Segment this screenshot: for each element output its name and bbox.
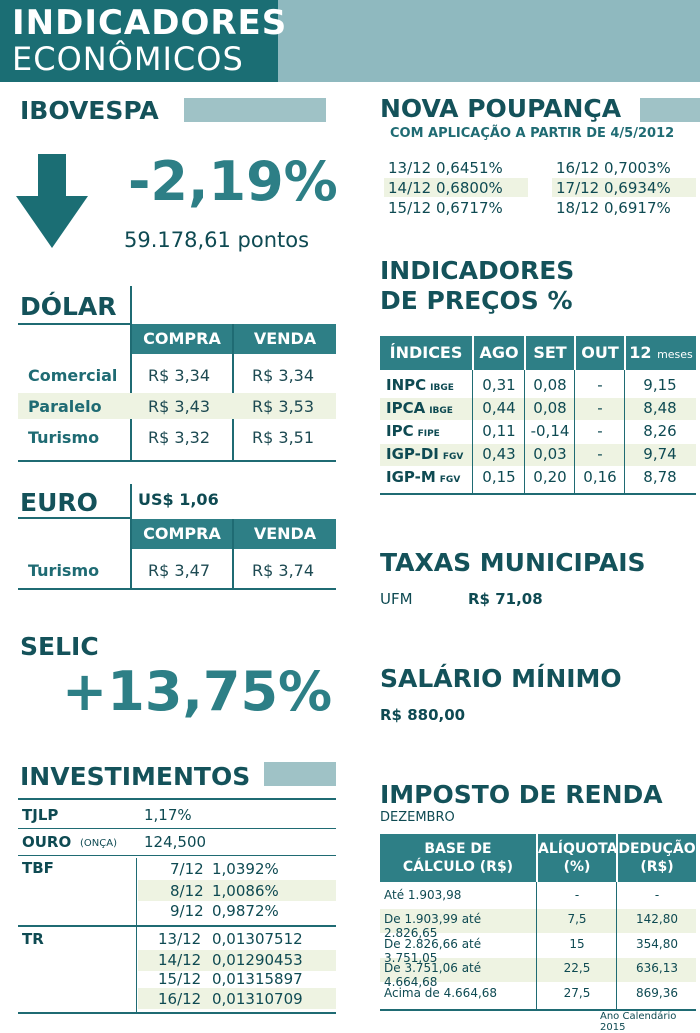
ir-col-base <box>380 834 536 882</box>
tbf-value: 1,0392% <box>212 860 279 878</box>
ir-col-aliquota-line1: ALÍQUOTA <box>538 841 618 857</box>
precos-col-indices: ÍNDICES <box>380 336 472 370</box>
ir-row-aliquota: 22,5 <box>563 961 591 975</box>
selic-value: +13,75% <box>62 660 333 723</box>
ir-footnote: Ano Calendário 2015 <box>600 1011 677 1033</box>
precos-row-set: 0,08 <box>533 399 567 417</box>
ir-row-base: De 3.751,06 até 4.664,68 <box>384 961 482 989</box>
dolar-row-sell: R$ 3,53 <box>252 397 315 416</box>
tr-date: 15/12 <box>158 970 202 988</box>
poupanca-subtitle: COM APLICAÇÃO A PARTIR DE 4/5/2012 <box>390 126 675 141</box>
ouro-label: OURO <box>22 833 72 851</box>
poupanca-value: 0,6800% <box>436 179 503 197</box>
ir-col-aliquota <box>538 834 616 882</box>
poupanca-value: 0,6451% <box>436 159 503 177</box>
ibovespa-change: -2,19% <box>128 150 338 213</box>
precos-row-set: 0,08 <box>533 376 567 394</box>
precos-row-out: 0,16 <box>583 468 617 486</box>
precos-row-ago: 0,43 <box>482 445 516 463</box>
taxas-title: TAXAS MUNICIPAIS <box>380 548 646 577</box>
precos-row-source: FGV <box>442 452 464 462</box>
euro-title-underline <box>18 517 130 519</box>
precos-col-12m <box>626 336 696 370</box>
precos-row-name <box>386 422 440 440</box>
ibovespa-title: IBOVESPA <box>20 96 159 125</box>
euro-usd: US$ 1,06 <box>138 490 219 509</box>
tjlp-value: 1,17% <box>144 806 192 824</box>
precos-row-12m: 8,78 <box>643 468 677 486</box>
ir-col-base-line1: BASE DE <box>424 841 492 857</box>
ufm-value: R$ 71,08 <box>468 590 543 608</box>
ir-row-aliquota: 27,5 <box>563 986 591 1000</box>
precos-row-index: IGP-DI <box>386 445 439 463</box>
dolar-col-buy: COMPRA <box>132 324 232 354</box>
poupanca-title-bar <box>640 98 700 122</box>
precos-row-12m: 9,15 <box>643 376 677 394</box>
poupanca-title: NOVA POUPANÇA <box>380 94 622 123</box>
page-header <box>0 0 700 82</box>
dolar-divider <box>130 286 132 462</box>
ir-col-aliquota-line2: (%) <box>563 859 591 875</box>
ibovespa-title-bar <box>184 98 326 122</box>
precos-row-name <box>386 399 453 417</box>
ir-col-deducao-line2: (R$) <box>640 859 674 875</box>
precos-row-set: 0,20 <box>533 468 567 486</box>
euro-row-label: Turismo <box>28 561 100 580</box>
ir-col-deducao <box>618 834 696 882</box>
tbf-label: TBF <box>22 859 54 877</box>
precos-row-12m: 8,48 <box>643 399 677 417</box>
precos-row-out: - <box>597 376 603 394</box>
tbf-value: 1,0086% <box>212 882 279 900</box>
dolar-row-label: Comercial <box>28 366 118 385</box>
invest-line <box>18 925 336 927</box>
precos-row-source: FIPE <box>417 429 440 439</box>
ir-col-line <box>616 882 617 1010</box>
precos-col-line <box>524 370 525 494</box>
precos-row-set: 0,03 <box>533 445 567 463</box>
precos-row-out: - <box>597 422 603 440</box>
precos-row-ago: 0,31 <box>482 376 516 394</box>
ir-row-deducao: 142,80 <box>636 912 678 926</box>
dolar-row-buy: R$ 3,34 <box>148 366 211 385</box>
investimentos-title-bar <box>264 762 336 786</box>
invest-line <box>18 855 336 856</box>
tr-value: 0,01315897 <box>212 970 303 988</box>
precos-row-out: - <box>597 399 603 417</box>
invest-bottom-line <box>18 1012 336 1014</box>
dolar-row-buy: R$ 3,43 <box>148 397 211 416</box>
precos-row-set: -0,14 <box>530 422 570 440</box>
poupanca-value: 0,6934% <box>604 179 671 197</box>
precos-row-index: IPC <box>386 422 414 440</box>
poupanca-date: 17/12 <box>556 179 600 197</box>
dolar-col-sell: VENDA <box>234 324 336 354</box>
poupanca-date: 15/12 <box>388 199 432 217</box>
precos-row-source: IBGE <box>429 406 453 416</box>
invest-line <box>18 828 336 829</box>
tr-value: 0,01310709 <box>212 990 303 1008</box>
header-title-line2: ECONÔMICOS <box>12 40 244 78</box>
precos-row-ago: 0,11 <box>482 422 516 440</box>
euro-col-sell: VENDA <box>234 519 336 549</box>
dolar-row-sell: R$ 3,34 <box>252 366 315 385</box>
precos-row-ago: 0,44 <box>482 399 516 417</box>
euro-bottom-line <box>18 588 336 590</box>
precos-row-index: INPC <box>386 376 427 394</box>
precos-title-line2: DE PREÇOS % <box>380 286 573 315</box>
poupanca-date: 14/12 <box>388 179 432 197</box>
invest-divider <box>136 858 137 1012</box>
euro-col-buy: COMPRA <box>132 519 232 549</box>
precos-col-set: SET <box>526 336 574 370</box>
tbf-date: 7/12 <box>170 860 204 878</box>
precos-row-out: - <box>597 445 603 463</box>
ir-row-base: Acima de 4.664,68 <box>384 986 498 1000</box>
precos-row-name <box>386 468 460 486</box>
euro-title: EURO <box>20 488 98 517</box>
header-title-line1: INDICADORES <box>12 3 288 43</box>
euro-col-divider <box>232 519 234 590</box>
tbf-value: 0,9872% <box>212 902 279 920</box>
selic-title: SELIC <box>20 632 99 661</box>
ir-row-aliquota: 7,5 <box>567 912 587 926</box>
ufm-label: UFM <box>380 590 413 608</box>
precos-title-line1: INDICADORES <box>380 256 575 285</box>
dolar-bottom-line <box>18 460 336 462</box>
dolar-row-label: Turismo <box>28 428 100 447</box>
precos-col-line <box>574 370 575 494</box>
ir-subtitle: DEZEMBRO <box>380 810 455 825</box>
ir-row-aliquota: 15 <box>569 937 585 951</box>
poupanca-value: 0,7003% <box>604 159 671 177</box>
down-arrow-icon <box>16 154 88 248</box>
salario-title: SALÁRIO MÍNIMO <box>380 664 622 693</box>
poupanca-date: 18/12 <box>556 199 600 217</box>
investimentos-title: INVESTIMENTOS <box>20 762 251 791</box>
invest-top-line <box>18 798 336 800</box>
euro-row-buy: R$ 3,47 <box>148 561 211 580</box>
precos-row-ago: 0,15 <box>482 468 516 486</box>
precos-col-line <box>624 370 625 494</box>
ir-col-deducao-line1: DEDUÇÃO <box>618 841 696 857</box>
ir-row-base: Até 1.903,98 <box>384 888 462 902</box>
ir-row-deducao: 636,13 <box>636 961 678 975</box>
poupanca-date: 16/12 <box>556 159 600 177</box>
ir-row-deducao: - <box>654 888 660 902</box>
precos-row-name <box>386 445 463 463</box>
ir-row-deducao: 354,80 <box>636 937 678 951</box>
poupanca-date: 13/12 <box>388 159 432 177</box>
ir-row-base: De 1.903,99 até 2.826,65 <box>384 912 482 940</box>
ir-col-base-line2: CÁLCULO (R$) <box>402 859 514 875</box>
precos-col-line <box>472 370 473 494</box>
precos-col-12m-num: 12 <box>629 343 652 362</box>
ir-col-line <box>536 882 537 1010</box>
ir-row-deducao: 869,36 <box>636 986 678 1000</box>
precos-col-12m-unit: meses <box>657 348 693 361</box>
header-title-box <box>0 0 288 82</box>
ibovespa-points: 59.178,61 pontos <box>124 228 310 252</box>
salario-value: R$ 880,00 <box>380 706 466 724</box>
dolar-row-buy: R$ 3,32 <box>148 428 211 447</box>
tr-value: 0,01307512 <box>212 930 303 948</box>
tr-date: 14/12 <box>158 951 202 969</box>
precos-col-out: OUT <box>576 336 624 370</box>
precos-row-12m: 8,26 <box>643 422 677 440</box>
tr-value: 0,01290453 <box>212 951 303 969</box>
ir-row-aliquota: - <box>574 888 580 902</box>
poupanca-value: 0,6717% <box>436 199 503 217</box>
tjlp-label: TJLP <box>22 806 59 824</box>
ir-row-base: De 2.826,66 até 3.751,05 <box>384 937 482 965</box>
precos-row-source: FGV <box>439 475 461 485</box>
precos-col-ago: AGO <box>474 336 524 370</box>
euro-row-sell: R$ 3,74 <box>252 561 315 580</box>
tr-date: 13/12 <box>158 930 202 948</box>
precos-row-12m: 9,74 <box>643 445 677 463</box>
dolar-title-underline <box>18 323 130 325</box>
precos-row-index: IPCA <box>386 399 426 417</box>
dolar-row-sell: R$ 3,51 <box>252 428 315 447</box>
precos-row-index: IGP-M <box>386 468 436 486</box>
ouro-unit: (ONÇA) <box>80 838 117 849</box>
tbf-date: 8/12 <box>170 882 204 900</box>
dolar-title: DÓLAR <box>20 292 117 321</box>
precos-row-name <box>386 376 454 394</box>
tr-date: 16/12 <box>158 990 202 1008</box>
ouro-value: 124,500 <box>144 833 207 851</box>
tr-label: TR <box>22 930 44 948</box>
precos-bottom-line <box>380 493 696 495</box>
tbf-date: 9/12 <box>170 902 204 920</box>
ir-title: IMPOSTO DE RENDA <box>380 780 663 809</box>
precos-row-source: IBGE <box>430 383 454 393</box>
dolar-row-label: Paralelo <box>28 397 102 416</box>
poupanca-value: 0,6917% <box>604 199 671 217</box>
